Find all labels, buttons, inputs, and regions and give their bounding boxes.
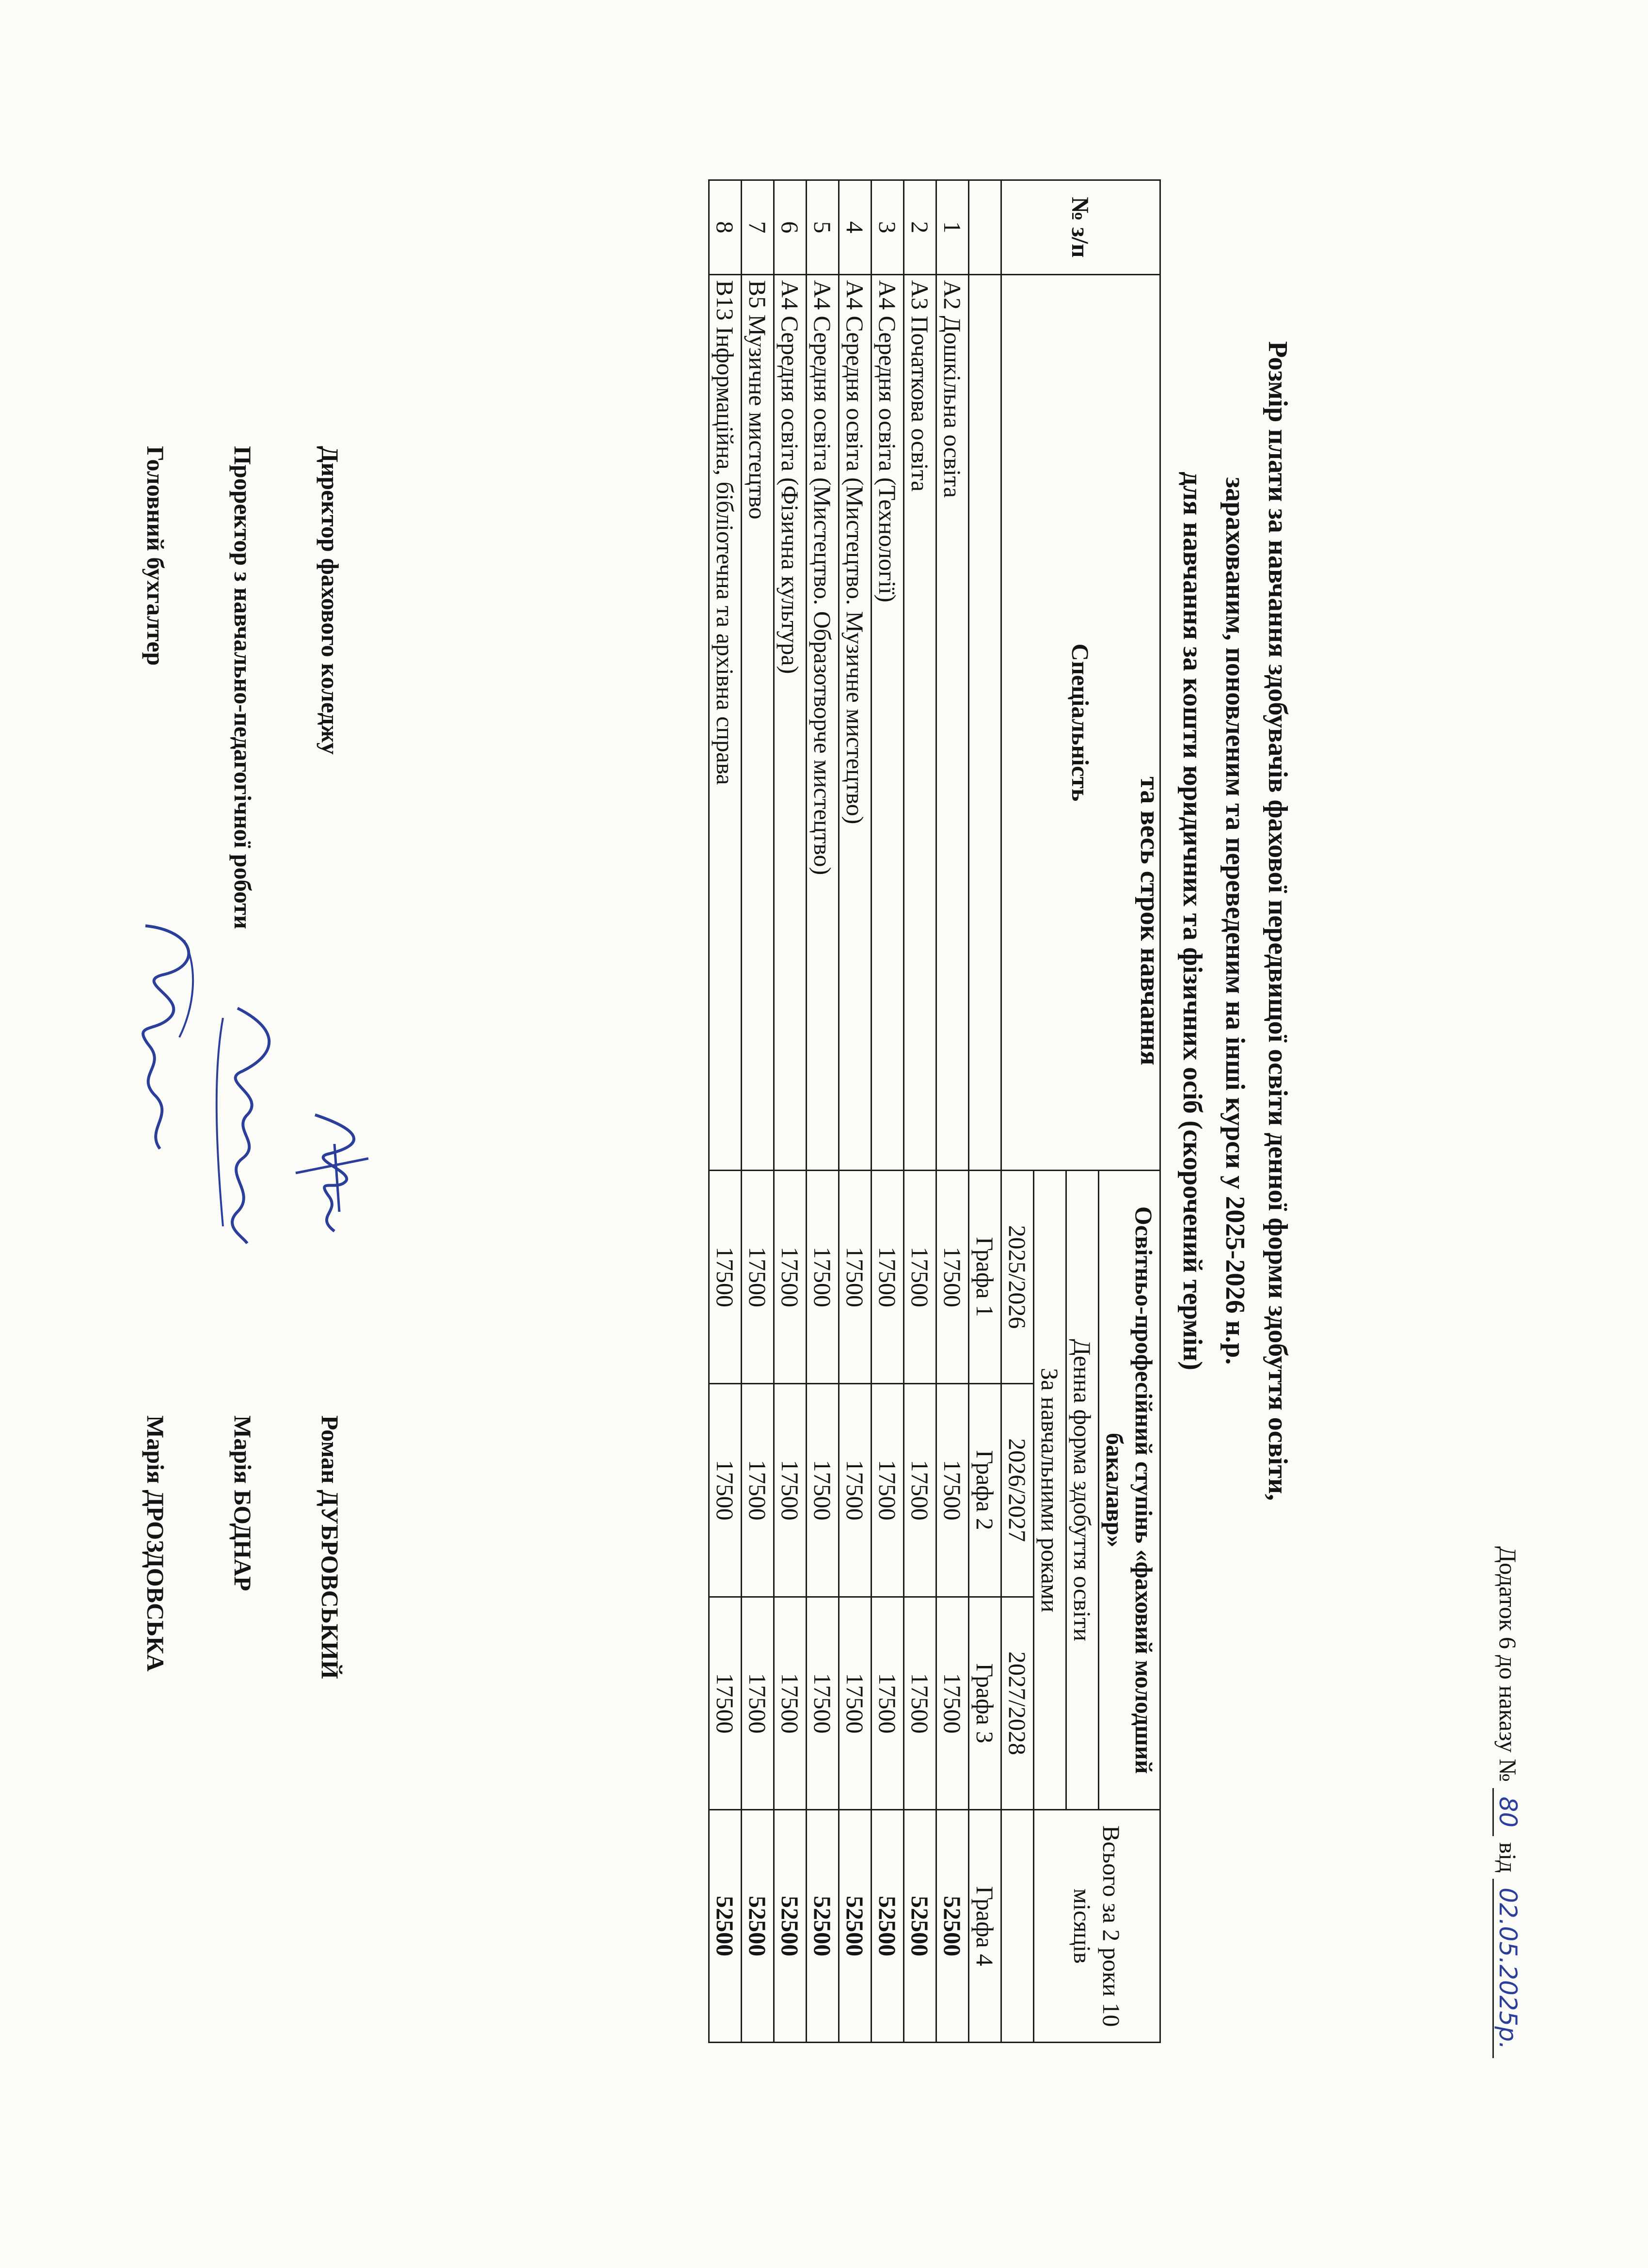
fee-2025-2026: 17500	[904, 1171, 936, 1384]
table-body	[709, 180, 969, 2043]
fee-total: 52500	[774, 1810, 807, 2043]
fee-2025-2026: 17500	[709, 1171, 742, 1384]
fee-2025-2026: 17500	[807, 1171, 839, 1384]
fee-2026-2027: 17500	[774, 1383, 807, 1597]
fee-2025-2026: 17500	[742, 1171, 774, 1384]
fee-2025-2026: 17500	[872, 1171, 904, 1384]
fee-2027-2028: 17500	[839, 1597, 872, 1810]
table-row	[936, 180, 969, 2043]
specialty-cell: А4 Середня освіта (Технології)	[872, 274, 904, 1170]
graph-label-empty	[969, 274, 1001, 1170]
graph-label-row	[969, 180, 1001, 2043]
table-row	[839, 180, 872, 2043]
fee-total: 52500	[807, 1810, 839, 2043]
table-row	[774, 180, 807, 2043]
row-number: 4	[839, 180, 872, 275]
year-header: 2026/2027	[1001, 1383, 1034, 1597]
signature-role-chief-accountant: Головний бухгалтер	[142, 446, 169, 666]
fee-2027-2028: 17500	[709, 1597, 742, 1810]
fee-total: 52500	[936, 1810, 969, 2043]
fee-2027-2028: 17500	[872, 1597, 904, 1810]
signature-name-vice-rector: Марія БОДНАР	[229, 1415, 256, 1591]
row-number: 1	[936, 180, 969, 275]
fee-2026-2027: 17500	[839, 1383, 872, 1597]
annex-from-label: від	[1494, 1842, 1521, 1873]
fee-2025-2026: 17500	[839, 1171, 872, 1384]
degree-group-header: Освітньо-професійний ступінь «фаховий молодший бакалавр»	[1099, 1171, 1160, 1810]
chief-accountant-signature-scribble	[107, 911, 213, 1163]
fee-2027-2028: 17500	[936, 1597, 969, 1810]
study-form-header: Денна форма здобуття освіти	[1066, 1171, 1099, 1810]
director-signature-scribble	[286, 1100, 388, 1246]
fee-2026-2027: 17500	[742, 1383, 774, 1597]
fee-2025-2026: 17500	[936, 1171, 969, 1384]
fee-2027-2028: 17500	[904, 1597, 936, 1810]
specialty-cell: А2 Дошкільна освіта	[936, 274, 969, 1170]
fee-2026-2027: 17500	[872, 1383, 904, 1597]
row-number: 3	[872, 180, 904, 275]
specialty-cell: А4 Середня освіта (Фізична культура)	[774, 274, 807, 1170]
table-row	[709, 180, 742, 2043]
table-header-row	[1099, 180, 1160, 2043]
specialty-cell: А4 Середня освіта (Мистецтво. Музичне мистецтво)	[839, 274, 872, 1170]
title-line-1: Розмір плати за навчання здобувачів фахової передвищої освіти денної форми здобуття освіти,	[1263, 341, 1293, 1501]
col-num-header: № з/п	[1001, 180, 1160, 275]
signature-name-director: Роман ДУБРОВСЬКИЙ	[317, 1415, 344, 1679]
fee-total: 52500	[709, 1810, 742, 2043]
fee-2026-2027: 17500	[709, 1383, 742, 1597]
fee-2027-2028: 17500	[807, 1597, 839, 1810]
signature-role-director: Директор фахового коледжу	[317, 446, 344, 755]
table-row	[904, 180, 936, 2043]
year-header: 2025/2026	[1001, 1171, 1034, 1384]
years-header: За навчальними роками	[1034, 1171, 1066, 1810]
fee-2026-2027: 17500	[807, 1383, 839, 1597]
specialty-cell: А4 Середня освіта (Мистецтво. Образотворче мистецтво)	[807, 274, 839, 1170]
row-number: 6	[774, 180, 807, 275]
title-line-4: та весь строк навчання	[1135, 777, 1165, 1065]
specialty-cell: А3 Початкова освіта	[904, 274, 936, 1170]
order-date: 02.05.2025р.	[1492, 1879, 1522, 2058]
total-subheader	[1001, 1810, 1034, 2043]
col-specialty-header: Спеціальність	[1001, 274, 1160, 1170]
table-row	[742, 180, 774, 2043]
specialty-cell: В5 Музичне мистецтво	[742, 274, 774, 1170]
year-header: 2027/2028	[1001, 1597, 1034, 1810]
signature-name-chief-accountant: Марія ДРОЗДОВСЬКА	[142, 1415, 169, 1672]
graph-label: Графа 4	[969, 1810, 1001, 2043]
fee-2026-2027: 17500	[936, 1383, 969, 1597]
signature-role-vice-rector: Проректор з навчально-педагогічної роботи	[229, 446, 256, 929]
title-line-3: для навчання за кошти юридичних та фізичних осіб (скорочений термін)	[1177, 472, 1207, 1370]
row-number: 5	[807, 180, 839, 275]
title-line-2: зарахованим, поновленим та переведеним на інші курси у 2025-2026 н.р.	[1220, 477, 1250, 1365]
table-row	[807, 180, 839, 2043]
fee-total: 52500	[839, 1810, 872, 2043]
fee-2027-2028: 17500	[774, 1597, 807, 1810]
annex-prefix: Додаток 6 до наказу №	[1494, 1546, 1521, 1782]
row-number: 2	[904, 180, 936, 275]
specialty-cell: В13 Інформаційна, бібліотечна та архівна справа	[709, 274, 742, 1170]
fee-2027-2028: 17500	[742, 1597, 774, 1810]
fee-2025-2026: 17500	[774, 1171, 807, 1384]
row-number: 8	[709, 180, 742, 275]
graph-label-empty	[969, 180, 1001, 275]
fee-2026-2027: 17500	[904, 1383, 936, 1597]
graph-label: Графа 3	[969, 1597, 1001, 1810]
table-row	[872, 180, 904, 2043]
row-number: 7	[742, 180, 774, 275]
fee-total: 52500	[904, 1810, 936, 2043]
fee-total: 52500	[872, 1810, 904, 2043]
order-number: 80	[1492, 1788, 1522, 1837]
graph-label: Графа 1	[969, 1171, 1001, 1384]
total-header: Всього за 2 роки 10 місяців	[1034, 1810, 1160, 2043]
graph-label: Графа 2	[969, 1383, 1001, 1597]
fee-total: 52500	[742, 1810, 774, 2043]
annex-reference	[1494, 1546, 1522, 2058]
tuition-fee-table	[708, 179, 1161, 2043]
